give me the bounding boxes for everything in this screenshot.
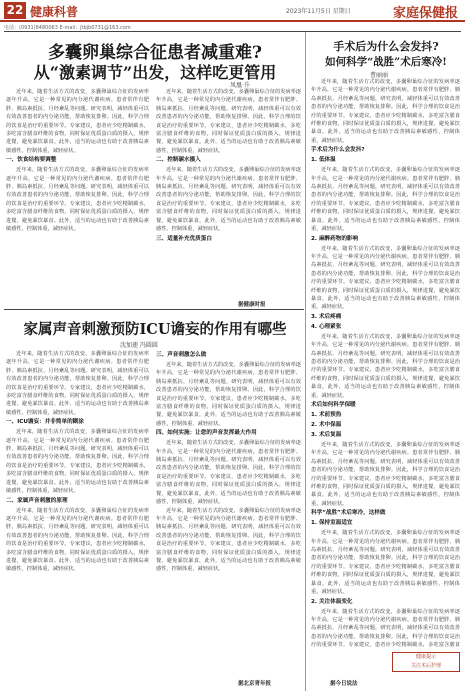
article1-headline-1: 多囊卵巢综合征患者减重难? [48, 43, 262, 63]
article3-subhead-11: 1. 保持室温适宜 [311, 520, 353, 527]
article3-body-1: 近年来，随着生活方式的改变，多囊卵巢综合征的发病率逐年升高，它是一种常见的内分泌代谢疾病。患者常伴有肥胖、胰岛素抵抗、月经紊乱等问题。研究表明，减轻体重可以有效改善患者的内分泌功能，帮助恢复排卵。因此，科学合理的饮食是治疗的重要环节。专家建议，患者应少吃精制碳水，多吃富含膳食纤维的食物，同时保证优质蛋白质的摄入，规律进餐，避免暴饮暴食。此外，适当的运动也有助于改善胰岛素敏感性，控制体重，减轻症状。 [311, 79, 460, 144]
health-tip-line-1: 健康提示 [415, 654, 436, 660]
article2-subhead-2: 二、家属声音刺激的原理 [6, 497, 68, 504]
article3-col [311, 78, 460, 648]
article3-subhead-7: 1. 术前预热 [311, 412, 342, 418]
article3-body-5: 近年来，随着生活方式的改变，多囊卵巢综合征的发病率逐年升高，它是一种常见的内分泌代谢疾病。患者常伴有肥胖、胰岛素抵抗、月经紊乱等问题。研究表明，减轻体重可以有效改善患者的内分泌功能，帮助恢复排卵。因此，科学合理的饮食是治疗的重要环节。专家建议，患者应少吃精制碳水，多吃富含膳食纤维的食物，同时保证优质蛋白质的摄入，规律进餐，避免暴饮暴食。此外，适当的运动也有助于改善胰岛素敏感性，控制体重，减轻症状。 [311, 442, 460, 507]
article2-body-3: 近年来，随着生活方式的改变，多囊卵巢综合征的发病率逐年升高，它是一种常见的内分泌代谢疾病。患者常伴有肥胖、胰岛素抵抗、月经紊乱等问题。研究表明，减轻体重可以有效改善患者的内分泌功能，帮助恢复排卵。因此，科学合理的饮食是治疗的重要环节。专家建议，患者应少吃精制碳水，多吃富含膳食纤维的食物，同时保证优质蛋白质的摄入，规律进餐，避免暴饮暴食。此外，适当的运动也有助于改善胰岛素敏感性，控制体重，减轻症状。 [6, 507, 149, 573]
article1-col-right [156, 88, 301, 298]
article3-body-2: 近年来，随着生活方式的改变，多囊卵巢综合征的发病率逐年升高，它是一种常见的内分泌代谢疾病。患者常伴有肥胖、胰岛素抵抗、月经紊乱等问题。研究表明，减轻体重可以有效改善患者的内分泌功能，帮助恢复排卵。因此，科学合理的饮食是治疗的重要环节。专家建议，患者应少吃精制碳水，多吃富含膳食纤维的食物，同时保证优质蛋白质的摄入，规律进餐，避免暴饮暴食。此外，适当的运动也有助于改善胰岛素敏感性，控制体重，减轻症状。 [311, 167, 460, 233]
article3-subhead-12: 2. 关注体温变化 [311, 598, 353, 605]
article3-subhead-8: 2. 术中保温 [311, 422, 342, 428]
contact-line: 电话：(0931)8480063 E-mail：jtbjb0731@163.com [4, 25, 131, 31]
article3-body-7: 近年来，随着生活方式的改变，多囊卵巢综合征的发病率逐年升高，它是一种常见的内分泌代谢疾病。患者常伴有肥胖、胰岛素抵抗、月经紊乱等问题。研究表明，减轻体重可以有效改善患者的内分泌功能，帮助恢复排卵。因此，科学合理的饮食是治疗的重要环节。专家建议，患者应少吃精制碳水，多吃富含膳食 [311, 608, 460, 648]
article3-body-4: 近年来，随着生活方式的改变，多囊卵巢综合征的发病率逐年升高，它是一种常见的内分泌代谢疾病。患者常伴有肥胖、胰岛素抵抗、月经紊乱等问题。研究表明，减轻体重可以有效改善患者的内分泌功能，帮助恢复排卵。因此，科学合理的饮食是治疗的重要环节。专家建议，患者应少吃精制碳水，多吃富含膳食纤维的食物，同时保证优质蛋白质的摄入，规律进餐，避免暴饮暴食。此外，适当的运动也有助于改善胰岛素敏感性，控制体重，减轻症状。 [311, 333, 460, 399]
health-tip-box [392, 652, 460, 672]
article3-subhead-9: 3. 术后复温 [311, 432, 342, 438]
column-name: 健康科普 [30, 5, 79, 19]
article1-body-3: 近年来，随着生活方式的改变，多囊卵巢综合征的发病率逐年升高，它是一种常见的内分泌代谢疾病。患者常伴有肥胖、胰岛素抵抗、月经紊乱等问题。研究表明，减轻体重可以有效改善患者的内分泌功能，帮助恢复排卵。因此，科学合理的饮食是治疗的重要环节。专家建议，患者应少吃精制碳水，多吃富含膳食纤维的食物，同时保证优质蛋白质的摄入，规律进餐，避免暴饮暴食。此外，适当的运动也有助于改善胰岛素敏感性，控制体重，减轻症状。 [156, 89, 301, 154]
article2-subhead-3: 三、声音刺激怎么做 [156, 352, 207, 358]
article1-body-4: 近年来，随着生活方式的改变，多囊卵巢综合征的发病率逐年升高，它是一种常见的内分泌代谢疾病。患者常伴有肥胖、胰岛素抵抗、月经紊乱等问题。研究表明，减轻体重可以有效改善患者的内分泌功能，帮助恢复排卵。因此，科学合理的饮食是治疗的重要环节。专家建议，患者应少吃精制碳水，多吃富含膳食纤维的食物，同时保证优质蛋白质的摄入，规律进餐，避免暴饮暴食。此外，适当的运动也有助于改善胰岛素敏感性，控制体重，减轻症状。 [156, 167, 301, 233]
masthead [0, 0, 465, 22]
article2-headline: 家属声音刺激预防ICU谵妄的作用有哪些 [23, 321, 287, 338]
article2-col-right [156, 350, 301, 675]
article3-subhead-6: 术后如何科学保暖 [311, 402, 356, 408]
article2-subhead-4: 四、如何实施：让您的声音发挥最大作用 [156, 430, 257, 437]
article2-body-4: 近年来，随着生活方式的改变，多囊卵巢综合征的发病率逐年升高，它是一种常见的内分泌代谢疾病。患者常伴有肥胖、胰岛素抵抗、月经紊乱等问题。研究表明，减轻体重可以有效改善患者的内分泌功能，帮助恢复排卵。因此，科学合理的饮食是治疗的重要环节。专家建议，患者应少吃精制碳水，多吃富含膳食纤维的食物，同时保证优质蛋白质的摄入，规律进餐，避免暴饮暴食。此外，适当的运动也有助于改善胰岛素敏感性，控制体重，减轻症状。 [156, 362, 301, 427]
article-divider [4, 309, 304, 310]
article3-subhead-4: 3. 术后疼痛 [311, 313, 342, 320]
article3-source: 据今日说法 [330, 681, 358, 687]
article3-subhead-2: 1. 低体温 [311, 157, 336, 164]
article1-body-2: 近年来，随着生活方式的改变，多囊卵巢综合征的发病率逐年升高，它是一种常见的内分泌代谢疾病。患者常伴有肥胖、胰岛素抵抗、月经紊乱等问题。研究表明，减轻体重可以有效改善患者的内分泌功能，帮助恢复排卵。因此，科学合理的饮食是治疗的重要环节。专家建议，患者应少吃精制碳水，多吃富含膳食纤维的食物，同时保证优质蛋白质的摄入，规律进餐，避免暴饮暴食。此外，适当的运动也有助于改善胰岛素敏感性，控制体重，减轻症状。 [6, 167, 149, 233]
article2-body-1: 近年来，随着生活方式的改变，多囊卵巢综合征的发病率逐年升高，它是一种常见的内分泌代谢疾病。患者常伴有肥胖、胰岛素抵抗、月经紊乱等问题。研究表明，减轻体重可以有效改善患者的内分泌功能，帮助恢复排卵。因此，科学合理的饮食是治疗的重要环节。专家建议，患者应少吃精制碳水，多吃富含膳食纤维的食物，同时保证优质蛋白质的摄入，规律进餐，避免暴饮暴食。此外，适当的运动也有助于改善胰岛素敏感性，控制体重，减轻症状。 [6, 351, 149, 416]
article1-col-left [6, 88, 149, 298]
article3-byline: 曹丽丽 [370, 72, 389, 79]
article3-headline-2: 如何科学“战胜”术后寒冷! [325, 56, 447, 68]
article3-subhead-3: 2. 麻醉药物的影响 [311, 235, 359, 242]
health-tip-line-2: 关注术后护理 [410, 663, 441, 669]
article3-subhead-5: 4. 心理紧张 [311, 323, 342, 330]
article2-body-5: 近年来，随着生活方式的改变，多囊卵巢综合征的发病率逐年升高，它是一种常见的内分泌代谢疾病。患者常伴有肥胖、胰岛素抵抗、月经紊乱等问题。研究表明，减轻体重可以有效改善患者的内分泌功能，帮助恢复排卵。因此，科学合理的饮食是治疗的重要环节。专家建议，患者应少吃精制碳水，多吃富含膳食纤维的食物，同时保证优质蛋白质的摄入，规律进餐，避免暴饮暴食。此外，适当的运动也有助于改善胰岛素敏感性，控制体重，减轻症状。 [156, 440, 301, 506]
article1-subhead-3: 三、适量补充优质蛋白 [156, 235, 212, 242]
article2-byline: 沈加莲 冯圆圆 [120, 342, 158, 349]
article1-source: 据健康时报 [238, 302, 266, 308]
article3-subhead-1: 手术后为什么会发抖? [311, 147, 365, 154]
article1-headline-2: 从“激素调节”出发，这样吃更管用 [33, 63, 277, 82]
page-number: 22 [4, 2, 26, 19]
article1-byline: 凤凰·升 [230, 82, 250, 89]
article2-source: 据北京青年报 [238, 681, 272, 687]
article1-subhead-1: 一、饮食结构要调整 [6, 157, 57, 164]
article1-body-1: 近年来，随着生活方式的改变，多囊卵巢综合征的发病率逐年升高，它是一种常见的内分泌代谢疾病。患者常伴有肥胖、胰岛素抵抗、月经紊乱等问题。研究表明，减轻体重可以有效改善患者的内分泌功能，帮助恢复排卵。因此，科学合理的饮食是治疗的重要环节。专家建议，患者应少吃精制碳水，多吃富含膳食纤维的食物，同时保证优质蛋白质的摄入，规律进餐，避免暴饮暴食。此外，适当的运动也有助于改善胰岛素敏感性，控制体重，减轻症状。 [6, 89, 149, 154]
newspaper-brand: 家庭保健报 [393, 6, 459, 21]
article1-subhead-2: 二、控制碳水摄入 [156, 157, 201, 164]
article3-body-3: 近年来，随着生活方式的改变，多囊卵巢综合征的发病率逐年升高，它是一种常见的内分泌代谢疾病。患者常伴有肥胖、胰岛素抵抗、月经紊乱等问题。研究表明，减轻体重可以有效改善患者的内分泌功能，帮助恢复排卵。因此，科学合理的饮食是治疗的重要环节。专家建议，患者应少吃精制碳水，多吃富含膳食纤维的食物，同时保证优质蛋白质的摄入，规律进餐，避免暴饮暴食。此外，适当的运动也有助于改善胰岛素敏感性，控制体重，减轻症状。 [311, 245, 460, 311]
top-divider [4, 31, 461, 32]
article3-subhead-10: 科学“战胜”术后寒冷，这样做 [311, 510, 386, 517]
article2-col-left [6, 350, 149, 685]
article3-headline-1: 手术后为什么会发抖? [333, 40, 439, 53]
issue-date: 2023年11月5日 星期日 [286, 8, 351, 15]
article3-body-6: 近年来，随着生活方式的改变，多囊卵巢综合征的发病率逐年升高，它是一种常见的内分泌代谢疾病。患者常伴有肥胖、胰岛素抵抗、月经紊乱等问题。研究表明，减轻体重可以有效改善患者的内分泌功能，帮助恢复排卵。因此，科学合理的饮食是治疗的重要环节。专家建议，患者应少吃精制碳水，多吃富含膳食纤维的食物，同时保证优质蛋白质的摄入，规律进餐，避免暴饮暴食。此外，适当的运动也有助于改善胰岛素敏感性，控制体重，减轻症状。 [311, 530, 460, 596]
article2-body-2: 近年来，随着生活方式的改变，多囊卵巢综合征的发病率逐年升高，它是一种常见的内分泌代谢疾病。患者常伴有肥胖、胰岛素抵抗、月经紊乱等问题。研究表明，减轻体重可以有效改善患者的内分泌功能，帮助恢复排卵。因此，科学合理的饮食是治疗的重要环节。专家建议，患者应少吃精制碳水，多吃富含膳食纤维的食物，同时保证优质蛋白质的摄入，规律进餐，避免暴饮暴食。此外，适当的运动也有助于改善胰岛素敏感性，控制体重，减轻症状。 [6, 429, 149, 495]
article2-body-6: 近年来，随着生活方式的改变，多囊卵巢综合征的发病率逐年升高，它是一种常见的内分泌代谢疾病。患者常伴有肥胖、胰岛素抵抗、月经紊乱等问题。研究表明，减轻体重可以有效改善患者的内分泌功能，帮助恢复排卵。因此，科学合理的饮食是治疗的重要环节。专家建议，患者应少吃精制碳水，多吃富含膳食纤维的食物，同时保证优质蛋白质的摄入，规律进餐，避免暴饮暴食。此外，适当的运动也有助于改善胰岛素敏感性，控制体重，减轻症状。 [156, 507, 301, 573]
column-divider [305, 32, 306, 691]
article2-subhead-1: 一、ICU谵妄：并非简单的糊涂 [6, 419, 84, 426]
